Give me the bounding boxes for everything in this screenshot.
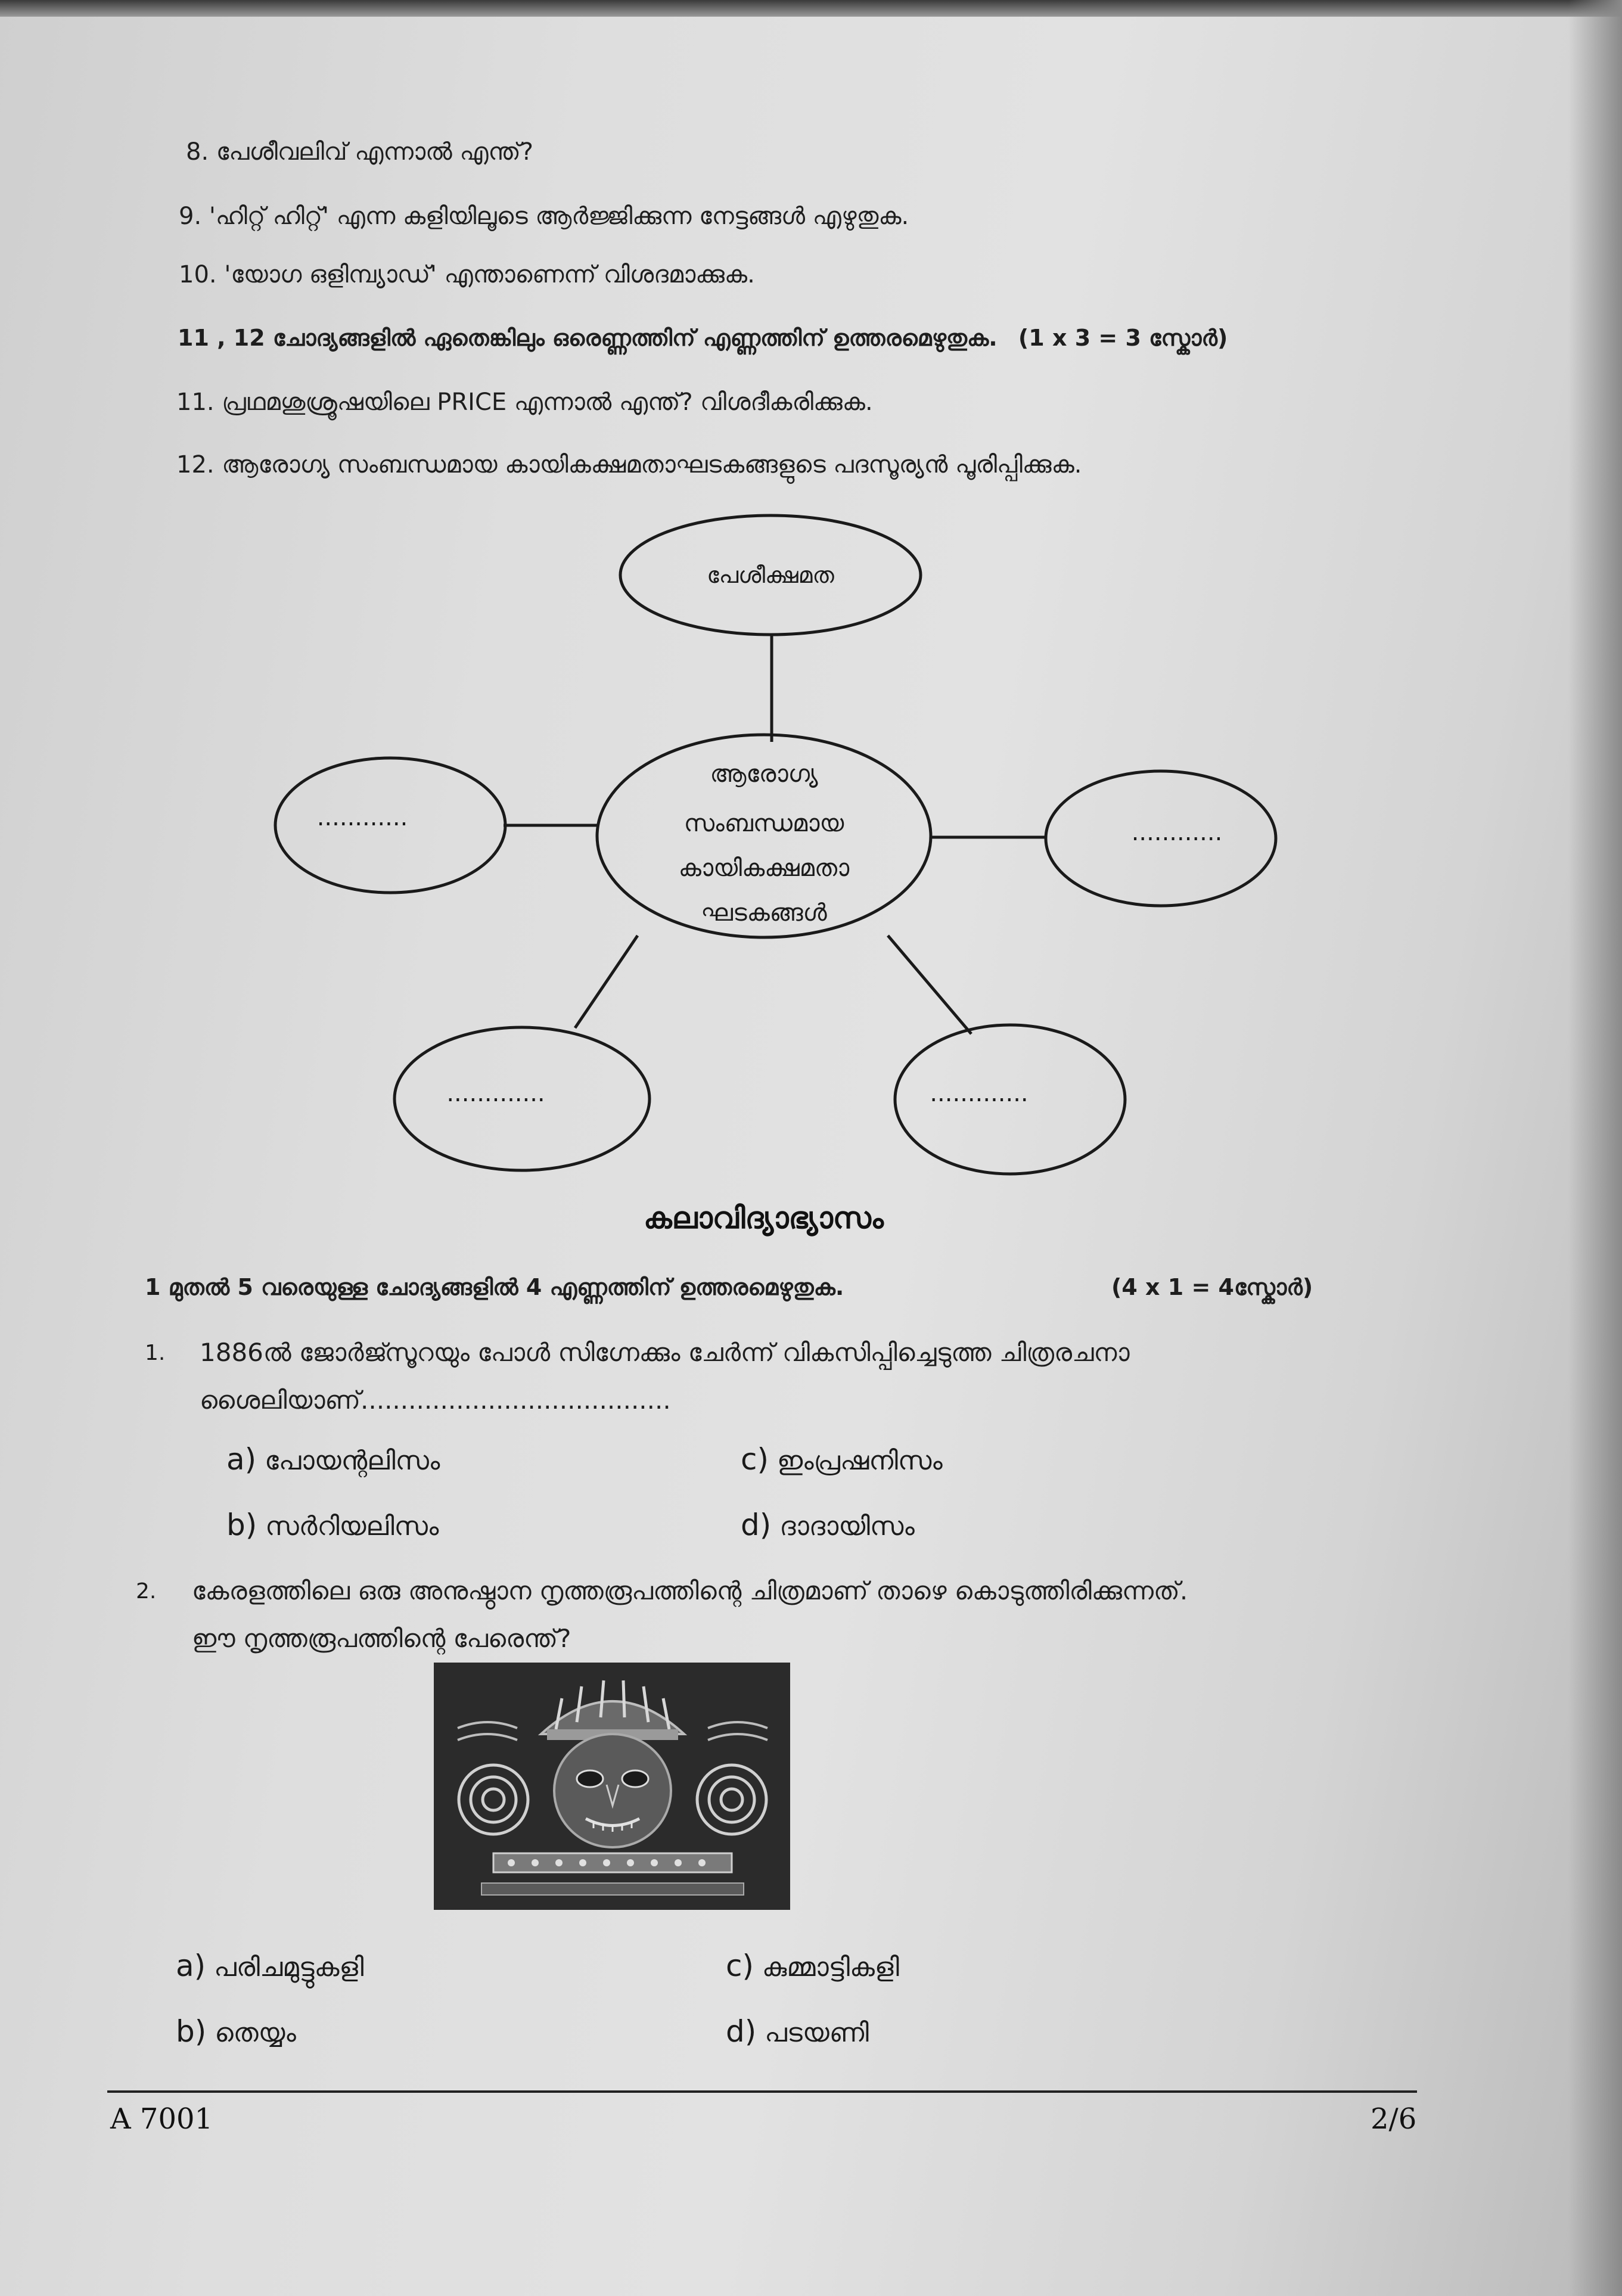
instruction-score: (1 x 3 = 3 സ്കോർ) xyxy=(1018,325,1228,351)
option-letter: d) xyxy=(741,1508,772,1542)
question-number: 10. xyxy=(179,261,217,288)
instruction-text: 11 , 12 ചോദ്യങ്ങളിൽ ഏതെങ്കിലും ഒരെണ്ണത്തിന് എണ്ണത്തിന് ഉത്തരമെഴുതുക. xyxy=(178,325,998,351)
option-text: തെയ്യം xyxy=(215,2018,296,2048)
node-center-line-1: ആരോഗ്യ xyxy=(710,760,818,788)
q1-text-line-2: ശൈലിയാണ്....................................... xyxy=(200,1385,671,1415)
option-letter: a) xyxy=(226,1442,257,1477)
section-title: കലാവിദ്യാഭ്യാസം xyxy=(644,1201,884,1235)
node-center-line-3: കായികക്ഷമതാ xyxy=(678,855,850,882)
option-letter: a) xyxy=(176,1949,206,1983)
question-text: 'ഹിറ്റ് ഹിറ്റ്' എന്ന കളിയിലൂടെ ആർജ്ജിക്കുന്ന നേട്ടങ്ങൾ എഴുതുക. xyxy=(209,203,909,230)
section-instruction xyxy=(145,1274,844,1301)
option-text: ദാദായിസം xyxy=(779,1511,915,1542)
question-text: ആരോഗ്യ സംബന്ധമായ കായികക്ഷമതാഘടകങ്ങളുടെ പദസൂര്യൻ പൂരിപ്പിക്കുക. xyxy=(222,451,1082,479)
option-text: ഇംപ്രഷനിസം xyxy=(777,1446,943,1476)
node-bottom-right-label: ............. xyxy=(930,1080,1028,1107)
q1-option-b[interactable] xyxy=(226,1508,439,1542)
option-letter: b) xyxy=(226,1508,257,1542)
q2-option-d[interactable] xyxy=(726,2014,869,2049)
option-letter: c) xyxy=(726,1949,754,1983)
q2-number: 2. xyxy=(136,1579,157,1604)
question-number: 8. xyxy=(186,138,209,166)
node-bottom-left-label: ............. xyxy=(446,1080,545,1107)
q2-option-c[interactable] xyxy=(726,1949,899,1983)
q2-text-line-2: ഈ നൃത്തരൂപത്തിന്റെ പേരെന്ത്? xyxy=(192,1624,571,1653)
section-score: (4 x 1 = 4സ്കോർ) xyxy=(1111,1274,1313,1300)
footer-divider xyxy=(107,2090,1417,2093)
theyyam-photo xyxy=(434,1663,790,1910)
option-text: സർറിയലിസം xyxy=(265,1511,439,1542)
option-text: പടയണി xyxy=(765,2018,869,2048)
option-text: പോയന്റലിസം xyxy=(265,1446,440,1476)
node-left-label: ............ xyxy=(316,804,408,831)
question-text: പേശീവലിവ് എന്നാൽ എന്ത്? xyxy=(216,138,534,166)
node-right-label: ............ xyxy=(1131,819,1223,846)
option-text: പരിചമുട്ടുകളി xyxy=(214,1952,364,1983)
option-letter: d) xyxy=(726,2014,757,2049)
question-number: 9. xyxy=(179,203,202,230)
q1-option-d[interactable] xyxy=(741,1508,915,1542)
node-top-label: പേശീക്ഷമത xyxy=(707,562,834,588)
q1-text-line-1: 1886ൽ ജോർജ്സൂറയും പോൾ സിഗ്നേക്കും ചേർന്ന് വികസിപ്പിച്ചെടുത്ത ചിത്രരചനാ xyxy=(200,1338,1130,1367)
option-letter: c) xyxy=(741,1442,769,1477)
q2-text-line-1: കേരളത്തിലെ ഒരു അനുഷ്ഠാന നൃത്തരൂപത്തിന്റെ ചിത്രമാണ് താഴെ കൊടുത്തിരിക്കുന്നത്. xyxy=(192,1576,1188,1605)
connector-bottom-left xyxy=(575,936,638,1028)
question-text: പ്രഥമശുശ്രൂഷയിലെ PRICE എന്നാൽ എന്ത്? വിശദീകരിക്കുക. xyxy=(222,389,873,416)
connector-bottom-right xyxy=(888,936,971,1034)
q1-number: 1. xyxy=(145,1341,166,1365)
q2-option-a[interactable] xyxy=(176,1949,363,1983)
q2-option-b[interactable] xyxy=(176,2014,296,2049)
section-instruction-text: 1 മുതൽ 5 വരെയുള്ള ചോദ്യങ്ങളിൽ 4 എണ്ണത്തിന് ഉത്തരമെഴുതുക. xyxy=(145,1274,844,1300)
q1-option-a[interactable] xyxy=(226,1442,440,1477)
option-text: കുമ്മാട്ടികളി xyxy=(762,1952,899,1983)
theyyam-face-illustration xyxy=(434,1663,790,1910)
question-number: 12. xyxy=(176,451,215,479)
node-center-line-2: സംബന്ധമായ xyxy=(683,810,844,837)
page-number: 2/6 xyxy=(1371,2102,1417,2136)
option-letter: b) xyxy=(176,2014,207,2049)
exam-code: A 7001 xyxy=(110,2102,213,2136)
question-number: 11. xyxy=(176,389,215,416)
node-center-line-4: ഘടകങ്ങൾ xyxy=(701,899,827,927)
question-text: 'യോഗ ഒളിമ്പ്യാഡ്' എന്താണെന്ന് വിശദമാക്കുക. xyxy=(224,261,755,288)
q1-option-c[interactable] xyxy=(741,1442,943,1477)
